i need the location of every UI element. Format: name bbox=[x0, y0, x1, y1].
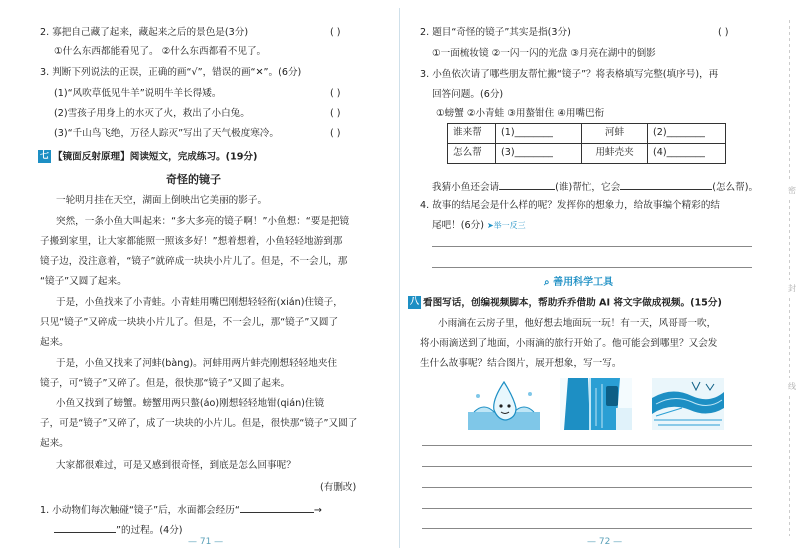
right-q2-answer-paren[interactable]: ( ) bbox=[718, 27, 729, 38]
table-cell-blank[interactable]: (1)________ bbox=[496, 124, 582, 144]
story-line: 子搬到家里，让大家都能照一照该多好！”想着想着，小鱼轻轻地游到那 bbox=[40, 236, 343, 247]
right-q2-text: 2. 题目“奇怪的镜子”其实是指(3分) bbox=[420, 27, 571, 38]
binding-dash-line bbox=[789, 396, 790, 536]
right-q4-line2 bbox=[432, 220, 526, 232]
right-q4-line1: 4. 故事的结尾会是什么样的呢？发挥你的想象力，给故事编个精彩的结 bbox=[420, 200, 721, 211]
river-field-image bbox=[652, 378, 724, 430]
left-q2-text: 2. 寡把自己藏了起来，藏起来之后的景色是(3分) bbox=[40, 27, 249, 38]
left-q3-item-2-paren[interactable]: ( ) bbox=[330, 108, 341, 119]
right-q3-line2: 回答问题。(6分) bbox=[432, 89, 504, 100]
section-8-line: 生什么故事呢？结合图片，展开想象，写一写。 bbox=[420, 358, 622, 369]
story-line: 一轮明月挂在天空，湖面上倒映出它美丽的影子。 bbox=[56, 195, 268, 206]
raindrop-splash-image bbox=[468, 378, 540, 430]
story-line: 起来。 bbox=[40, 337, 69, 348]
writing-line[interactable] bbox=[432, 267, 752, 268]
left-q2-answer-paren[interactable]: ( ) bbox=[330, 27, 341, 38]
right-page-number: — 72 — bbox=[587, 537, 623, 548]
table-cell-blank[interactable]: (3)________ bbox=[496, 144, 582, 164]
right-q3-options: ①螃蟹 ②小青蛙 ③用螯钳住 ④用嘴巴衔 bbox=[436, 108, 605, 119]
binding-dash-line bbox=[789, 298, 790, 378]
right-q4-text: 尾吧！(6分) bbox=[432, 220, 484, 231]
binding-char: 线 bbox=[788, 382, 796, 391]
section-8-header bbox=[408, 296, 722, 310]
right-q3-guess-blank-1[interactable] bbox=[499, 180, 555, 190]
story-line: 起来。 bbox=[40, 438, 69, 449]
right-q3-guess-c: (怎么帮)。 bbox=[712, 182, 759, 193]
left-q3-item-2: (2)雪孩子用身上的水灭了火，救出了小白兔。 bbox=[54, 108, 250, 119]
writing-line[interactable] bbox=[422, 466, 752, 467]
left-q1-arrow: → bbox=[313, 505, 322, 516]
writing-line[interactable] bbox=[422, 528, 752, 529]
right-q3-guess-blank-2[interactable] bbox=[620, 180, 712, 190]
story-line: 于是，小鱼又找来了河蚌(bàng)。河蚌用两片蚌壳刚想轻轻地夹住 bbox=[56, 358, 338, 369]
story-line: 只见“镜子”又碎成一块块小片儿了。但是，不一会儿，那“镜子”又圆了 bbox=[40, 317, 339, 328]
right-q3-guess-a: 我猜小鱼还会请 bbox=[432, 182, 500, 193]
table-cell: 用蚌壳夹 bbox=[582, 144, 648, 164]
story-line: 于是，小鱼找来了小青蛙。小青蛙用嘴巴刚想轻轻衔(xián)住镜子， bbox=[56, 297, 343, 308]
binding-dash-line bbox=[789, 200, 790, 280]
writing-line[interactable] bbox=[432, 246, 752, 247]
left-q3-text: 3. 判断下列说法的正误，正确的画“√”，错误的画“✕”。(6分) bbox=[40, 67, 302, 78]
writing-line[interactable] bbox=[422, 508, 752, 509]
left-q3-item-1: (1)“风吹草低见牛羊”说明牛羊长得矮。 bbox=[54, 88, 222, 99]
binding-char: 密 bbox=[788, 186, 796, 195]
left-q3-item-3-paren[interactable]: ( ) bbox=[330, 128, 341, 139]
left-q2-options: ①什么东西都能看见了。 ②什么东西都看不见了。 bbox=[54, 46, 267, 57]
section-7-badge: 七 bbox=[39, 151, 49, 161]
table-cell: 怎么帮 bbox=[448, 144, 496, 164]
story-source: (有删改) bbox=[320, 482, 357, 493]
section-8-line: 小雨滴在云房子里，他好想去地面玩一玩！有一天，风哥哥一吹， bbox=[438, 318, 717, 329]
writing-line[interactable] bbox=[422, 445, 752, 446]
table-cell-blank[interactable]: (2)________ bbox=[648, 124, 726, 144]
table-row bbox=[448, 144, 726, 164]
story-line: 大家都很难过，可是又感到很奇怪，到底是怎么回事呢？ bbox=[56, 460, 296, 471]
right-q3-guess-b: (谁)帮忙，它会 bbox=[555, 182, 621, 193]
left-q1-end: ”的过程。(4分) bbox=[116, 525, 183, 536]
story-title: 奇怪的镜子 bbox=[166, 173, 221, 186]
table-cell-blank[interactable]: (4)________ bbox=[648, 144, 726, 164]
section-7-title: 【镜面反射原理】阅读短文，完成练习。(19分) bbox=[53, 151, 258, 163]
science-tool-title: 善用科学工具 bbox=[553, 277, 614, 288]
left-q1-text: 1. 小动物们每次触碰“镜子”后，水面都会经历“ bbox=[40, 505, 240, 516]
story-line: “镜子”又圆了起来。 bbox=[40, 276, 127, 287]
story-line: 小鱼又找到了螃蟹。螃蟹用两只螯(áo)刚想轻轻地钳(qián)住镜 bbox=[56, 398, 325, 409]
table-row bbox=[448, 124, 726, 144]
left-page-number: — 71 — bbox=[188, 537, 224, 548]
helpers-table bbox=[447, 123, 726, 164]
table-cell: 河蚌 bbox=[582, 124, 648, 144]
science-tool-header bbox=[544, 276, 613, 289]
right-q2-options: ①一面梳妆镜 ②一闪一闪的光盘 ③月亮在湖中的倒影 bbox=[432, 48, 656, 59]
left-q1-line1 bbox=[40, 503, 322, 517]
left-q3-item-3: (3)“千山鸟飞绝，万径人踪灭”写出了天气极度寒冷。 bbox=[54, 128, 279, 139]
section-8-line: 将小雨滴送到了地面，小雨滴的旅行开始了。他可能会到哪里？又会发 bbox=[420, 338, 718, 349]
section-8-badge: 八 bbox=[409, 297, 419, 307]
search-icon: ⌕ bbox=[544, 277, 550, 288]
story-line: 子，可是“镜子”又碎了，成了一块块的小片儿。但是，很快那“镜子”又圆了 bbox=[40, 418, 358, 429]
section-8-title: 看图写话，创编视频脚本，帮助乔乔借助 AI 将文字做成视频。(15分) bbox=[423, 297, 722, 309]
waterfall-cliff-image bbox=[560, 378, 632, 430]
right-q3-line1: 3. 小鱼依次请了哪些朋友帮忙搬“镜子”？将表格填写完整(填序号)，再 bbox=[420, 69, 719, 80]
left-q3-item-1-paren[interactable]: ( ) bbox=[330, 88, 341, 99]
left-q1-line2 bbox=[54, 523, 183, 537]
story-line: 突然，一条小鱼大叫起来：“多大多亮的镜子啊！”小鱼想：“要是把镜 bbox=[56, 216, 350, 227]
story-line: 镜子，可“镜子”又碎了。但是，很快那“镜子”又圆了起来。 bbox=[40, 378, 291, 389]
right-q4-tag: ➤举一反三 bbox=[486, 221, 526, 230]
binding-char: 封 bbox=[788, 284, 796, 293]
right-q3-guess-line bbox=[432, 180, 758, 194]
writing-line[interactable] bbox=[422, 487, 752, 488]
table-cell: 谁来帮 bbox=[448, 124, 496, 144]
section-7-header bbox=[38, 150, 257, 164]
left-q1-blank-2[interactable] bbox=[54, 523, 116, 533]
binding-dash-line bbox=[789, 20, 790, 180]
story-line: 镜子边，没注意着，“镜子”就碎成一块块小片儿了。但是，不一会儿，那 bbox=[40, 256, 348, 267]
left-q1-blank-1[interactable] bbox=[240, 503, 314, 513]
